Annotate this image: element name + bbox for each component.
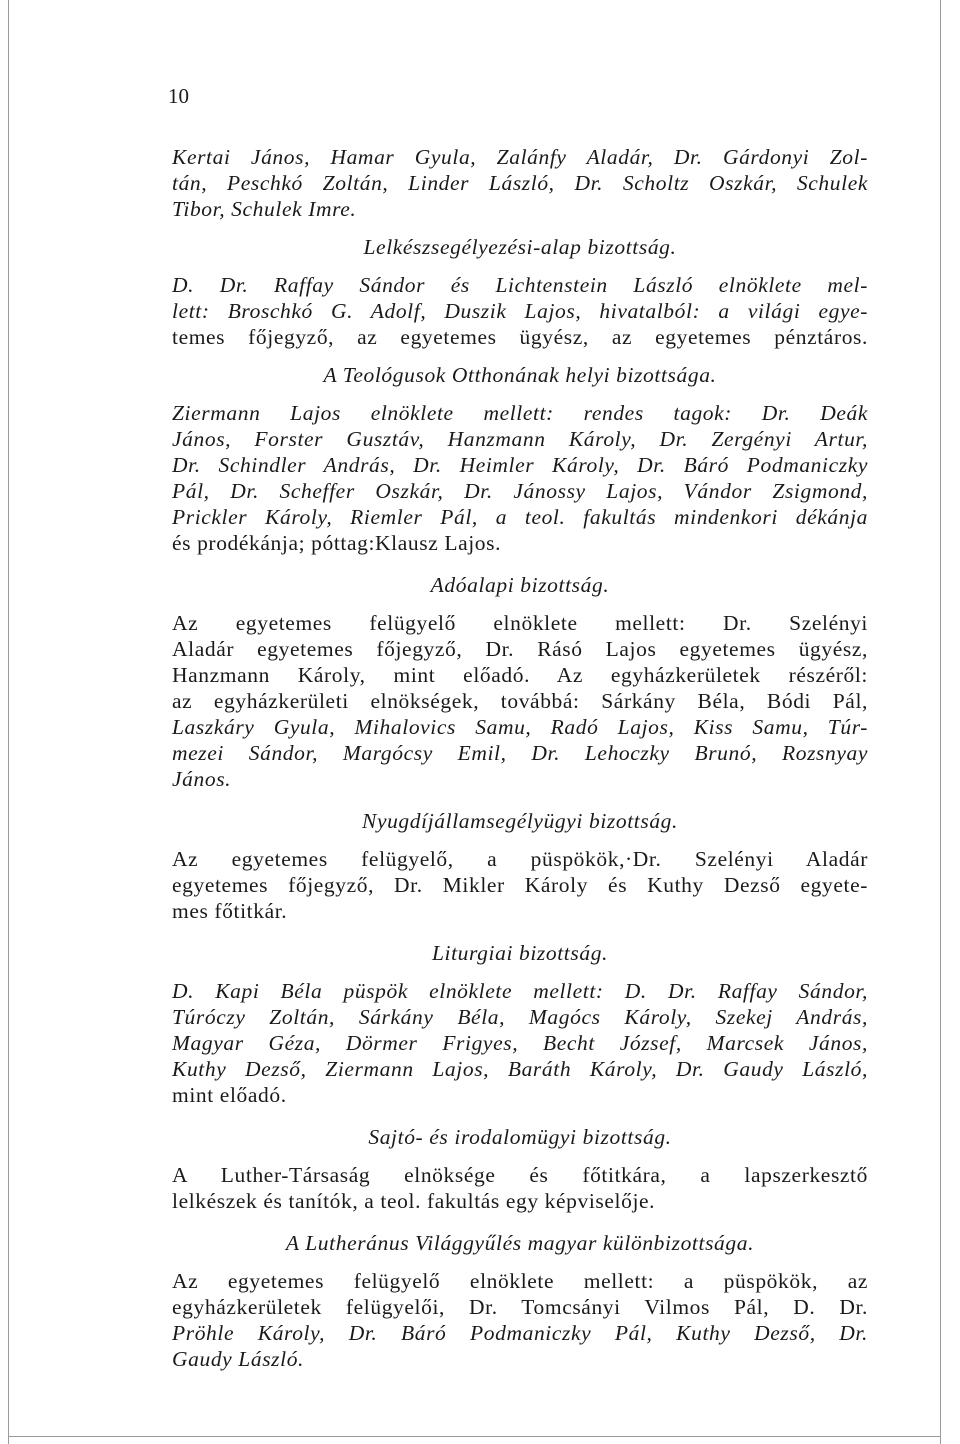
text-line: Kuthy Dezső, Ziermann Lajos, Baráth Károly, Dr. Gaudy László,	[172, 1057, 868, 1081]
text-line: lelkészek és tanítók, a teol. fakultás egy képviselője.	[172, 1189, 656, 1213]
text-line: Magyar Géza, Dörmer Frigyes, Becht József, Marcsek János,	[172, 1031, 868, 1055]
text-line: Túróczy Zoltán, Sárkány Béla, Magócs Károly, Szekej András,	[172, 1005, 868, 1029]
section-heading: Liturgiai bizottság.	[431, 941, 609, 965]
text-line: Az egyetemes felügyelő elnöklete mellett: a püspökök, az	[172, 1269, 868, 1293]
text-line: lett: Broschkó G. Adolf, Duszik Lajos, hivatalból: a világi egye-	[172, 299, 868, 323]
text-line: Az egyetemes felügyelő elnöklete mellett: Dr. Szelényi	[172, 611, 868, 635]
text-line: Pröhle Károly, Dr. Báró Podmaniczky Pál, Kuthy Dezső, Dr.	[172, 1321, 868, 1345]
text-line: D. Kapi Béla püspök elnöklete mellett: D. Dr. Raffay Sándor,	[172, 979, 868, 1003]
page-edge-left	[8, 0, 9, 1444]
section-heading: Nyugdíjállamsegélyügyi bizottság.	[362, 809, 678, 833]
text-line: Hanzmann Károly, mint előadó. Az egyházkerületek részéről:	[172, 663, 868, 687]
text-line: Prickler Károly, Riemler Pál, a teol. fakultás mindenkori dékánja	[172, 505, 868, 529]
section-heading: A Teológusok Otthonának helyi bizottsága.	[323, 363, 717, 387]
text-line: mes főtitkár.	[172, 899, 288, 923]
text-line: Laszkáry Gyula, Mihalovics Samu, Radó Lajos, Kiss Samu, Túr-	[172, 715, 868, 739]
text-line: tán, Peschkó Zoltán, Linder László, Dr. Scholtz Oszkár, Schulek	[172, 171, 868, 195]
text-line: János, Forster Gusztáv, Hanzmann Károly, Dr. Zergényi Artur,	[172, 427, 868, 451]
text-line: Kertai János, Hamar Gyula, Zalánfy Aladár, Dr. Gárdonyi Zol-	[172, 145, 868, 169]
text-line: Aladár egyetemes főjegyző, Dr. Rásó Lajos egyetemes ügyész,	[172, 637, 868, 661]
text-line: egyházkerületek felügyelői, Dr. Tomcsányi Vilmos Pál, D. Dr.	[172, 1295, 868, 1319]
text-line: temes főjegyző, az egyetemes ügyész, az egyetemes pénztáros.	[172, 325, 868, 349]
text-line: Dr. Schindler András, Dr. Heimler Károly, Dr. Báró Podmaniczky	[172, 453, 868, 477]
text-line: D. Dr. Raffay Sándor és Lichtenstein László elnöklete mel-	[172, 273, 868, 297]
page-edge-right	[940, 0, 941, 1444]
text-line: mint előadó.	[172, 1083, 287, 1107]
section-heading: Lelkészsegélyezési-alap bizottság.	[363, 235, 677, 259]
page-number: 10	[168, 84, 189, 108]
text-line: Gaudy László.	[172, 1347, 305, 1371]
text-line: Ziermann Lajos elnöklete mellett: rendes tagok: Dr. Deák	[172, 401, 868, 425]
section-heading: Adóalapi bizottság.	[430, 573, 610, 597]
text-line: az egyházkerületi elnökségek, továbbá: Sárkány Béla, Bódi Pál,	[172, 689, 868, 713]
page-edge-bottom	[8, 1436, 940, 1437]
text-line: Pál, Dr. Scheffer Oszkár, Dr. Jánossy Lajos, Vándor Zsigmond,	[172, 479, 868, 503]
section-heading: A Lutheránus Világgyűlés magyar különbizottsága.	[285, 1231, 755, 1255]
text-line: egyetemes főjegyző, Dr. Mikler Károly és Kuthy Dezső egyete-	[172, 873, 868, 897]
document-body	[172, 144, 868, 1372]
section-heading: Sajtó- és irodalomügyi bizottság.	[368, 1125, 672, 1149]
text-line: Tibor, Schulek Imre.	[172, 197, 357, 221]
text-line: mezei Sándor, Margócsy Emil, Dr. Lehoczky Brunó, Rozsnyay	[172, 741, 868, 765]
text-line: János.	[172, 767, 232, 791]
text-line: A Luther-Társaság elnöksége és főtitkára, a lapszerkesztő	[172, 1163, 868, 1187]
text-line: és prodékánja; póttag:Klausz Lajos.	[172, 531, 502, 555]
text-line: Az egyetemes felügyelő, a püspökök,·Dr. Szelényi Aladár	[172, 847, 868, 871]
